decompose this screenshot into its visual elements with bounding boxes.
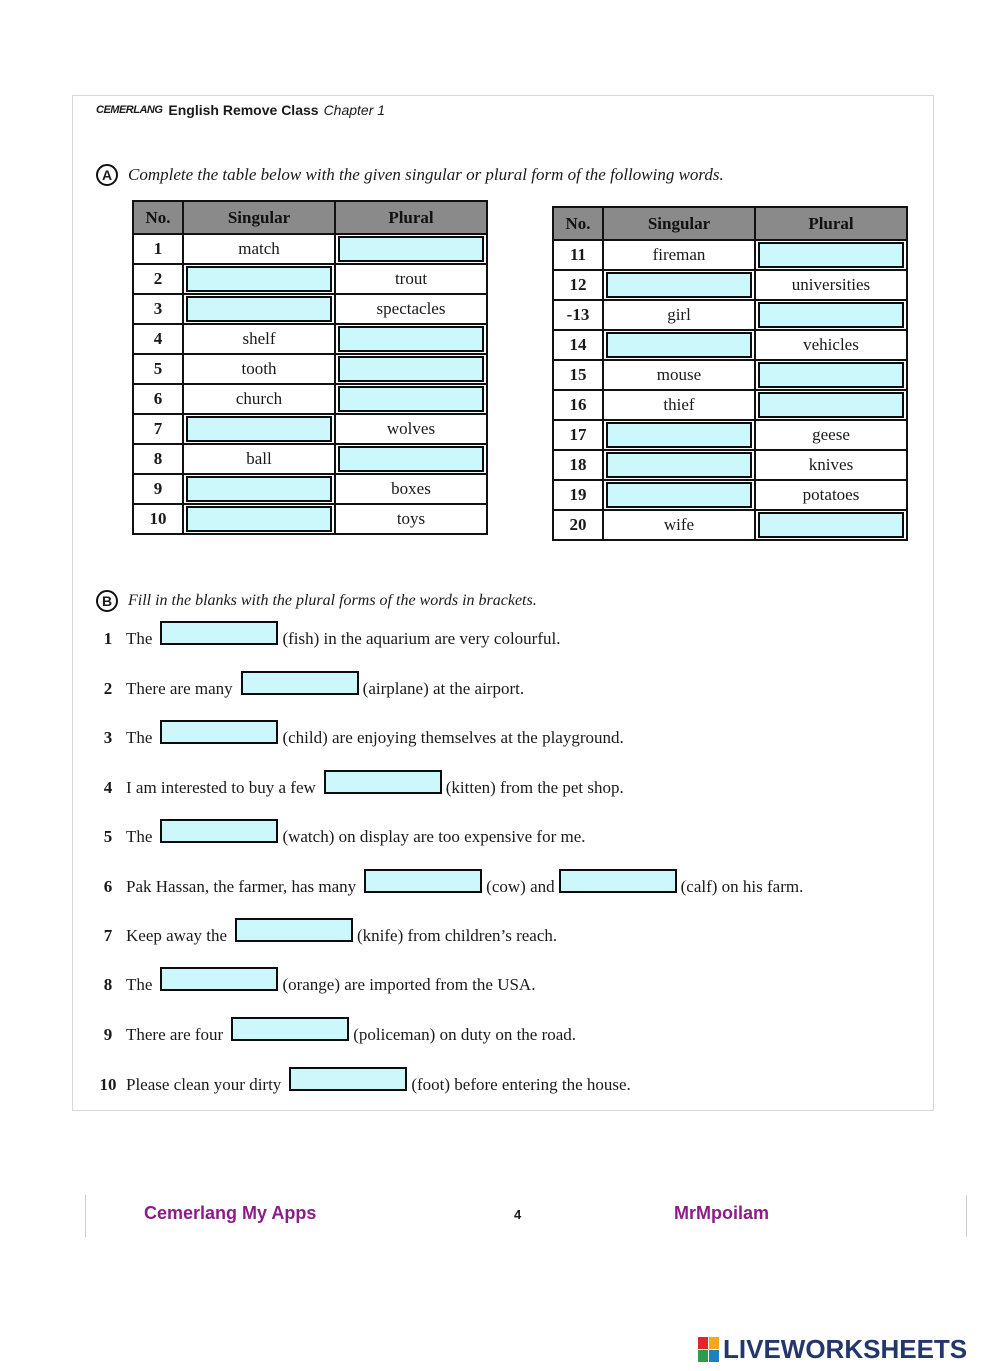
table-row [553,300,907,330]
plural-answer-cell [755,360,907,390]
section-a-title [96,164,724,186]
sentence-number: 9 [103,1025,113,1044]
sentence-item [90,1021,576,1045]
sentence-item [90,724,624,748]
plural-answer-cell [335,444,487,474]
singular-answer-input[interactable] [606,332,752,358]
footer-author: MrMpoilam [674,1203,770,1223]
sentence-item [90,873,803,897]
section-a-instruction: Complete the table below with the given singular or plural form of the following words. [128,165,724,184]
singular-answer-cell [603,330,755,360]
sentence-text-middle: (cow) and [486,877,555,896]
table-row [133,474,487,504]
sentence-item [90,774,624,798]
sentence-item [90,1071,631,1095]
row-number: -13 [553,300,603,330]
row-number: 8 [133,444,183,474]
sentence-text-before: The [126,975,153,994]
singular-answer-cell [603,270,755,300]
sentence-number: 1 [103,629,113,648]
sentence-text-after: (calf) on his farm. [680,877,804,896]
plural-answer-input[interactable] [758,302,904,328]
sentence-number: 5 [103,827,113,846]
column-header-plural: Plural [335,201,487,234]
row-number: 10 [133,504,183,534]
column-header-no: No. [133,201,183,234]
plural-word: knives [755,450,907,480]
sentence-item [90,625,560,649]
singular-answer-input[interactable] [186,266,332,292]
singular-word: tooth [183,354,335,384]
plural-word: trout [335,264,487,294]
answer-blank[interactable] [160,720,278,744]
singular-answer-cell [603,450,755,480]
answer-blank[interactable] [324,770,442,794]
singular-answer-input[interactable] [186,476,332,502]
table-row [133,234,487,264]
singular-answer-input[interactable] [186,506,332,532]
singular-word: ball [183,444,335,474]
row-number: 14 [553,330,603,360]
sentence-text-after: (orange) are imported from the USA. [282,975,536,994]
sentence-text-after: (policeman) on duty on the road. [353,1025,577,1044]
sentence-number: 6 [103,877,113,896]
sentence-number: 4 [103,778,113,797]
row-number: 17 [553,420,603,450]
row-number: 20 [553,510,603,540]
plural-word: wolves [335,414,487,444]
singular-word: mouse [603,360,755,390]
plural-answer-input[interactable] [338,356,484,382]
singular-word: thief [603,390,755,420]
row-number: 18 [553,450,603,480]
sentence-item [90,823,586,847]
plural-word: toys [335,504,487,534]
table-row [553,330,907,360]
sentence-text-after: (kitten) from the pet shop. [445,778,624,797]
singular-answer-cell [183,474,335,504]
answer-blank[interactable] [160,819,278,843]
plural-answer-cell [335,234,487,264]
plural-answer-input[interactable] [338,386,484,412]
table-row [553,480,907,510]
liveworksheets-logo-icon [698,1337,719,1362]
answer-blank[interactable] [364,869,482,893]
row-number: 16 [553,390,603,420]
row-number: 12 [553,270,603,300]
sentence-text-before: The [126,728,153,747]
plural-answer-input[interactable] [338,236,484,262]
sentence-item [90,922,557,946]
sentence-text-after: (fish) in the aquarium are very colourful. [282,629,561,648]
row-number: 9 [133,474,183,504]
plural-answer-input[interactable] [758,242,904,268]
sentence-text-after: (watch) on display are too expensive for me. [282,827,586,846]
header-chapter: Chapter 1 [323,102,386,118]
word-table-left [132,200,488,535]
column-header-singular: Singular [183,201,335,234]
row-number: 1 [133,234,183,264]
sentence-item [90,971,535,995]
singular-answer-cell [183,414,335,444]
liveworksheets-brand [698,1334,967,1365]
sentence-text-before: Pak Hassan, the farmer, has many [126,877,357,896]
footer-app-name: Cemerlang My Apps [144,1203,317,1223]
sentence-number: 3 [103,728,113,747]
publisher-logo: CEMERLANG [96,104,163,116]
singular-word: fireman [603,240,755,270]
sentence-text-before: There are four [126,1025,224,1044]
logo-square-green [698,1350,708,1362]
plural-answer-input[interactable] [758,392,904,418]
page-number: 4 [514,1207,522,1222]
table-row [133,264,487,294]
sentence-text-before: Keep away the [126,926,228,945]
sentence-text-after: (knife) from children’s reach. [357,926,558,945]
row-number: 2 [133,264,183,294]
header-title: English Remove Class [168,102,319,118]
plural-word: vehicles [755,330,907,360]
table-row [133,444,487,474]
sentence-item [90,675,524,699]
sentence-number: 8 [103,975,113,994]
table-row [133,354,487,384]
answer-blank[interactable] [160,967,278,991]
singular-answer-cell [183,294,335,324]
table-row [133,324,487,354]
singular-answer-cell [183,504,335,534]
table-row [553,390,907,420]
logo-square-red [698,1337,708,1349]
sentence-text-before: There are many [126,679,233,698]
column-header-no: No. [553,207,603,240]
sentence-text-after: (child) are enjoying themselves at the playground. [282,728,624,747]
row-number: 3 [133,294,183,324]
section-b-instruction: Fill in the blanks with the plural forms of the words in brackets. [128,592,537,609]
plural-answer-input[interactable] [758,512,904,538]
sentence-text-before: The [126,827,153,846]
column-header-singular: Singular [603,207,755,240]
page-footer [85,1195,967,1237]
singular-answer-input[interactable] [186,296,332,322]
logo-square-orange [709,1337,719,1349]
plural-answer-cell [755,240,907,270]
table-row [553,510,907,540]
answer-blank[interactable] [241,671,359,695]
plural-word: geese [755,420,907,450]
column-header-plural: Plural [755,207,907,240]
singular-word: girl [603,300,755,330]
section-b-title [96,590,537,612]
plural-answer-input[interactable] [338,326,484,352]
answer-blank[interactable] [559,869,677,893]
plural-answer-input[interactable] [758,362,904,388]
plural-answer-cell [755,390,907,420]
singular-answer-input[interactable] [606,272,752,298]
logo-square-blue [709,1350,719,1362]
table-row [553,420,907,450]
word-table-right [552,206,908,541]
plural-answer-cell [335,384,487,414]
plural-word: potatoes [755,480,907,510]
singular-answer-input[interactable] [186,416,332,442]
answer-blank[interactable] [231,1017,349,1041]
sentence-text-before: The [126,629,153,648]
plural-word: spectacles [335,294,487,324]
page-header [96,102,385,118]
sentence-text-before: Please clean your dirty [126,1075,282,1094]
row-number: 7 [133,414,183,444]
sentence-number: 7 [103,926,113,945]
table-row [553,360,907,390]
sentence-text-before: I am interested to buy a few [126,778,316,797]
plural-answer-cell [335,354,487,384]
sentence-text-after: (airplane) at the airport. [362,679,525,698]
brand-name: LIVEWORKSHEETS [723,1334,968,1364]
singular-word: church [183,384,335,414]
table-row [553,270,907,300]
answer-blank[interactable] [160,621,278,645]
table-row [133,414,487,444]
table-row [133,294,487,324]
singular-answer-cell [603,420,755,450]
singular-answer-input[interactable] [606,422,752,448]
table-row [553,450,907,480]
answer-blank[interactable] [235,918,353,942]
table-row [133,504,487,534]
sentence-number: 2 [103,679,113,698]
singular-answer-cell [603,480,755,510]
singular-word: wife [603,510,755,540]
singular-answer-input[interactable] [606,452,752,478]
sentence-number: 10 [99,1075,117,1094]
plural-answer-cell [755,300,907,330]
plural-answer-cell [755,510,907,540]
plural-answer-input[interactable] [338,446,484,472]
row-number: 4 [133,324,183,354]
singular-word: shelf [183,324,335,354]
row-number: 5 [133,354,183,384]
section-a-badge: A [96,164,118,186]
row-number: 6 [133,384,183,414]
table-row [553,240,907,270]
singular-word: match [183,234,335,264]
row-number: 11 [553,240,603,270]
singular-answer-input[interactable] [606,482,752,508]
plural-word: universities [755,270,907,300]
plural-answer-cell [335,324,487,354]
table-row [133,384,487,414]
singular-answer-cell [183,264,335,294]
sentence-text-after: (foot) before entering the house. [411,1075,631,1094]
answer-blank[interactable] [289,1067,407,1091]
plural-word: boxes [335,474,487,504]
section-b-badge: B [96,590,118,612]
row-number: 15 [553,360,603,390]
row-number: 19 [553,480,603,510]
